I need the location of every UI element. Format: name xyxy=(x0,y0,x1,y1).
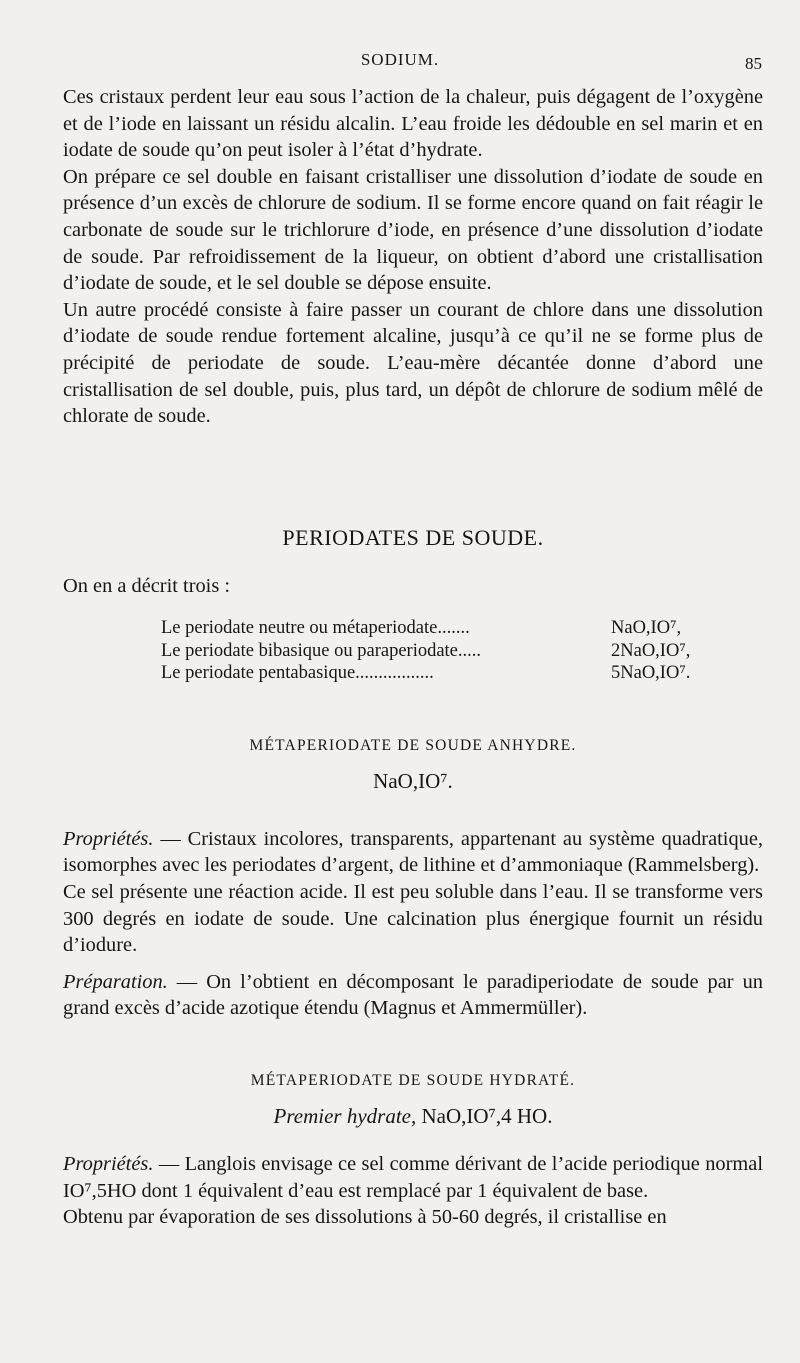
list-item-label: Le periodate pentabasique................. xyxy=(161,663,434,684)
running-title: SODIUM. xyxy=(360,50,440,69)
paragraph-lead: Propriétés. xyxy=(63,1152,154,1175)
list-item-label: Le periodate neutre ou métaperiodate....... xyxy=(161,618,470,639)
hydrate-heading xyxy=(63,1104,763,1129)
list-item-formula: NaO,IO⁷, xyxy=(611,618,682,639)
paragraph-text: — On l’obtient en décomposant le paradiperiodate de soude par un grand excès d’acide azotique étendu (Magnus et Ammermüller). xyxy=(63,970,763,1020)
paragraph-lead: Préparation. xyxy=(63,970,168,993)
paragraph-text: — Cristaux incolores, transparents, appartenant au système quadratique, isomorphes avec les periodates d’argent, de lithine et d’ammoniaque (Rammelsberg). xyxy=(63,827,763,877)
paragraph-lead: Propriétés. xyxy=(63,827,154,850)
hydrate-name: Premier hydrate, xyxy=(273,1103,417,1128)
subsection-heading: MÉTAPERIODATE DE SOUDE ANHYDRE. xyxy=(249,736,577,754)
paragraph xyxy=(63,826,763,879)
paragraph xyxy=(63,969,763,1022)
list-item xyxy=(161,662,721,685)
list-item xyxy=(161,640,721,663)
list-item xyxy=(161,617,721,640)
list-item-formula: 2NaO,IO⁷, xyxy=(611,640,691,661)
paragraph xyxy=(63,1151,763,1204)
paragraph: Obtenu par évaporation de ses dissolutions à 50-60 degrés, il cristallise en xyxy=(63,1206,667,1229)
paragraph: Ce sel présente une réaction acide. Il est peu soluble dans l’eau. Il se transforme vers 300 degrés en iodate de soude. Une calcination plus énergique fournit un résidu d’iodure. xyxy=(63,881,763,957)
list-item-label: Le periodate bibasique ou paraperiodate..... xyxy=(161,640,482,661)
chemical-formula: NaO,IO⁷. xyxy=(373,768,453,793)
hydrate-formula: NaO,IO⁷,4 HO. xyxy=(416,1103,553,1128)
paragraph: On prépare ce sel double en faisant cristalliser une dissolution d’iodate de soude en présence d’un excès de chlorure de sodium. Il se forme encore quand on fait réagir le carbonate de soude sur le trichlorure d’iode, en présence d’une dissolution d’iodate de soude. Par refroidissement de la liqueur, on obtient d’abord une cristallisation d’iodate de soude, et le sel double se dépose ensuite. xyxy=(63,165,763,295)
list-item-formula: 5NaO,IO⁷. xyxy=(611,663,691,684)
paragraph: Ces cristaux perdent leur eau sous l’action de la chaleur, puis dégagent de l’oxygène et de l’iode en laissant un résidu alcalin. L’eau froide les dédouble en sel marin et en iodate de soude qu’on peut isoler à l’état d’hydrate. xyxy=(63,86,763,162)
paragraph: Un autre procédé consiste à faire passer un courant de chlore dans une dissolution d’iodate de soude rendue fortement alcaline, jusqu’à ce qu’il ne se forme plus de précipité de periodate de soude. L’eau-mère décantée donne d’abord une cristallisation de sel double, puis, plus tard, un dépôt de chlorure de sodium mêlé de chlorate de soude. xyxy=(63,298,763,428)
paragraph-text: — Langlois envisage ce sel comme dérivant de l’acide periodique normal IO⁷,5HO dont 1 équivalent d’eau est remplacé par 1 équivalent de base. xyxy=(63,1152,763,1202)
section-heading: PERIODATES DE SOUDE. xyxy=(282,524,544,550)
periodate-list xyxy=(161,617,721,685)
subsection-heading: MÉTAPERIODATE DE SOUDE HYDRATÉ. xyxy=(250,1071,576,1089)
page-header xyxy=(0,50,800,76)
section-intro: On en a décrit trois : xyxy=(63,574,231,597)
page-number: 85 xyxy=(745,54,762,73)
page-body xyxy=(63,84,763,1231)
